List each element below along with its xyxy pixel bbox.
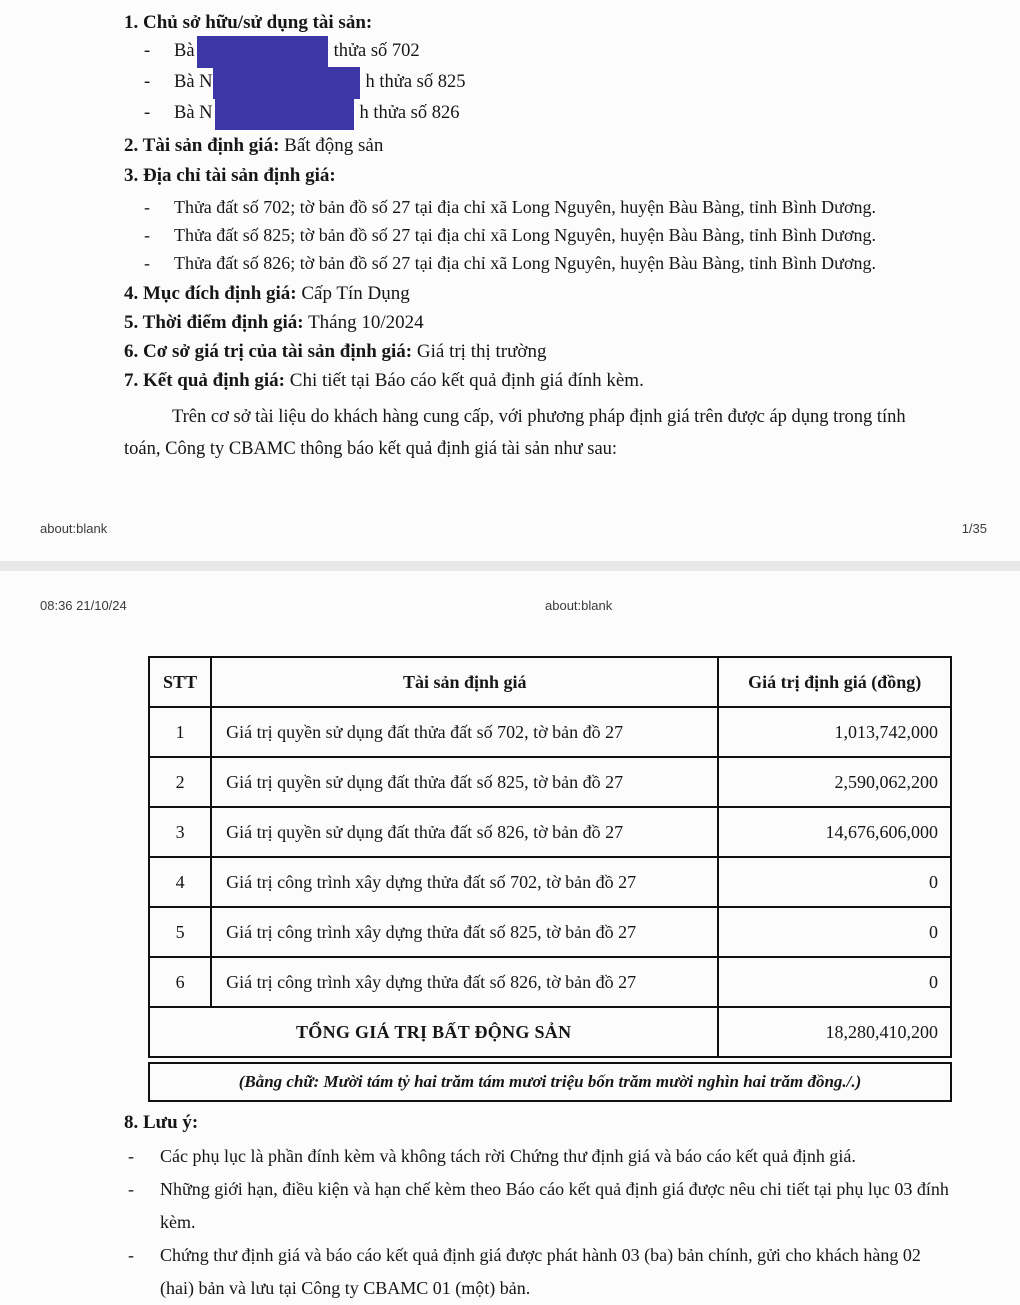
dash-bullet: - [144, 41, 151, 61]
cell-stt: 2 [149, 757, 211, 807]
owner-item [144, 98, 962, 129]
section-6-value: Giá trị thị trường [416, 341, 547, 362]
note-text: Những giới hạn, điều kiện và hạn chế kèm theo Báo cáo kết quả định giá được nêu chi tiết tại phụ lục 03 đính kèm. [160, 1179, 949, 1232]
amount-in-words-box [148, 1062, 952, 1102]
redaction-box [213, 67, 360, 99]
total-label: TỔNG GIÁ TRỊ BẤT ĐỘNG SẢN [149, 1007, 718, 1057]
header-timestamp: 08:36 21/10/24 [40, 598, 127, 613]
section-4-line [124, 279, 962, 308]
section-2-label: 2. Tài sản định giá: [124, 135, 280, 156]
notes-heading: 8. Lưu ý: [124, 1112, 199, 1133]
section-5-value: Tháng 10/2024 [308, 312, 424, 333]
dash-bullet: - [144, 225, 150, 245]
owner-item [144, 36, 962, 67]
header-url: about:blank [545, 598, 613, 613]
section-5-line [124, 308, 962, 337]
cell-stt: 4 [149, 857, 211, 907]
section-6-line [124, 337, 962, 366]
cell-stt: 3 [149, 807, 211, 857]
dash-bullet: - [144, 253, 150, 273]
address-text: Thửa đất số 826; tờ bản đồ số 27 tại địa chỉ xã Long Nguyên, huyện Bàu Bàng, tỉnh Bình Dương. [174, 253, 876, 273]
section-7-line [124, 366, 962, 395]
owner-prefix: Bà N [174, 103, 213, 123]
address-text: Thửa đất số 825; tờ bản đồ số 27 tại địa chỉ xã Long Nguyên, huyện Bàu Bàng, tỉnh Bình Dương. [174, 225, 876, 245]
dash-bullet: - [144, 72, 151, 92]
header-cell-stt: STT [149, 657, 211, 707]
header-cell-value: Giá trị định giá (đồng) [718, 657, 951, 707]
owner-suffix: h thửa số 825 [365, 72, 466, 92]
total-value: 18,280,410,200 [718, 1007, 951, 1057]
section-list [124, 279, 962, 395]
section-5-label: 5. Thời điểm định giá: [124, 312, 304, 333]
note-item [128, 1173, 1020, 1239]
table-header-row [149, 657, 951, 707]
section-4-label: 4. Mục đích định giá: [124, 283, 297, 304]
valuation-table [148, 656, 952, 1058]
cell-value: 0 [718, 857, 951, 907]
section-4-value: Cấp Tín Dụng [301, 283, 410, 304]
note-text: Các phụ lục là phần đính kèm và không tách rời Chứng thư định giá và báo cáo kết quả định giá. [160, 1146, 856, 1166]
address-item [144, 221, 962, 249]
address-item [144, 249, 962, 277]
owner-prefix: Bà [174, 41, 195, 61]
dash-bullet: - [128, 1179, 134, 1199]
owner-item [144, 67, 962, 98]
cell-stt: 1 [149, 707, 211, 757]
cell-asset: Giá trị công trình xây dựng thửa đất số 825, tờ bản đồ 27 [211, 907, 718, 957]
owner-prefix: Bà N [174, 72, 213, 92]
header-cell-asset: Tài sản định giá [211, 657, 718, 707]
section-3-heading: 3. Địa chỉ tài sản định giá: [124, 165, 336, 186]
dash-bullet: - [144, 103, 151, 123]
table-row [149, 957, 951, 1007]
cell-value: 0 [718, 907, 951, 957]
cell-stt: 6 [149, 957, 211, 1007]
print-footer-page-1 [0, 521, 1020, 537]
table-total-row [149, 1007, 951, 1057]
owner-suffix: thửa số 702 [333, 41, 420, 61]
table-row [149, 907, 951, 957]
owner-list [144, 36, 962, 129]
footer-page-number: 1/35 [961, 521, 987, 536]
cell-asset: Giá trị quyền sử dụng đất thửa đất số 826, tờ bản đồ 27 [211, 807, 718, 857]
cell-value: 0 [718, 957, 951, 1007]
cell-asset: Giá trị công trình xây dựng thửa đất số 702, tờ bản đồ 27 [211, 857, 718, 907]
amount-in-words: (Bằng chữ: Mười tám tỷ hai trăm tám mươi triệu bốn trăm mười nghìn hai trăm đồng./.) [238, 1072, 862, 1091]
redaction-box [197, 36, 328, 68]
cell-asset: Giá trị công trình xây dựng thửa đất số 826, tờ bản đồ 27 [211, 957, 718, 1007]
page-divider [0, 561, 1020, 571]
address-item [144, 193, 962, 221]
table-row [149, 857, 951, 907]
note-item [128, 1239, 1020, 1305]
footer-url: about:blank [40, 521, 108, 536]
cell-value: 14,676,606,000 [718, 807, 951, 857]
section-1-heading: 1. Chủ sở hữu/sử dụng tài sản: [124, 12, 373, 33]
cell-value: 2,590,062,200 [718, 757, 951, 807]
closing-paragraph: Trên cơ sở tài liệu do khách hàng cung cấp, với phương pháp định giá trên được áp dụng trong tính toán, Công ty CBAMC thông báo kết quả định giá tài sản như sau: [124, 407, 906, 459]
dash-bullet: - [128, 1146, 134, 1166]
table-row [149, 757, 951, 807]
owner-suffix: h thửa số 826 [359, 103, 460, 123]
cell-stt: 5 [149, 907, 211, 957]
document-page-1 [0, 0, 1020, 465]
cell-asset: Giá trị quyền sử dụng đất thửa đất số 825, tờ bản đồ 27 [211, 757, 718, 807]
notes-list [128, 1140, 1020, 1305]
table-row [149, 807, 951, 857]
dash-bullet: - [144, 197, 150, 217]
print-header-page-2 [0, 598, 1020, 614]
section-2-line [124, 131, 962, 161]
cell-value: 1,013,742,000 [718, 707, 951, 757]
cell-asset: Giá trị quyền sử dụng đất thửa đất số 702, tờ bản đồ 27 [211, 707, 718, 757]
note-text: Chứng thư định giá và báo cáo kết quả định giá được phát hành 03 (ba) bản chính, gửi cho khách hàng 02 (hai) bản và lưu tại Công ty CBAMC 01 (một) bản. [160, 1245, 921, 1298]
redaction-box [215, 98, 354, 130]
section-7-label: 7. Kết quả định giá: [124, 370, 286, 391]
dash-bullet: - [128, 1245, 134, 1265]
section-2-value: Bất động sản [284, 135, 384, 156]
address-list [144, 193, 962, 277]
address-text: Thửa đất số 702; tờ bản đồ số 27 tại địa chỉ xã Long Nguyên, huyện Bàu Bàng, tỉnh Bình Dương. [174, 197, 876, 217]
table-row [149, 707, 951, 757]
section-6-label: 6. Cơ sở giá trị của tài sản định giá: [124, 341, 413, 362]
note-item [128, 1140, 1020, 1173]
section-7-value: Chi tiết tại Báo cáo kết quả định giá đính kèm. [289, 370, 644, 391]
